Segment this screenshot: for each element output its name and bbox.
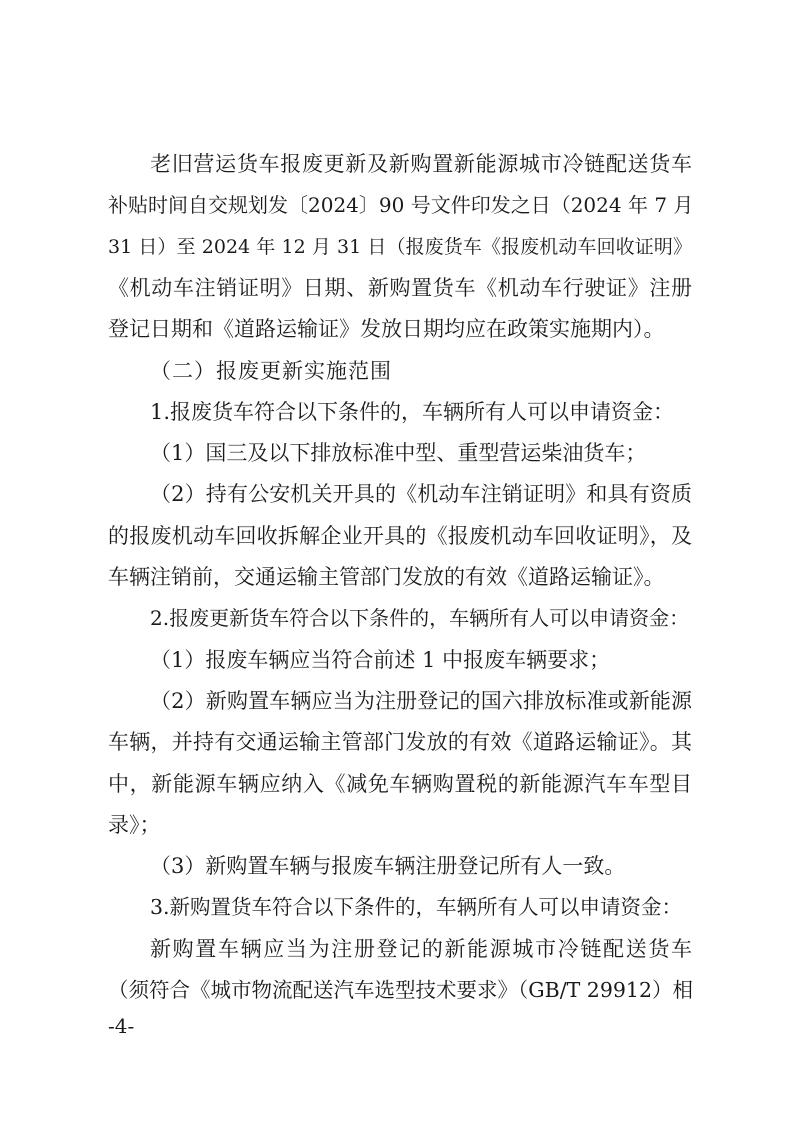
paragraph-line: 《机动车注销证明》日期、新购置货车《机动车行驶证》注册 [108, 276, 692, 300]
paragraph-line: 中，新能源车辆应纳入《减免车辆购置税的新能源汽车车型目 [108, 772, 692, 796]
paragraph-line: 补贴时间自交规划发〔2024〕90 号文件印发之日（2024 年 7 月 [108, 193, 694, 217]
section-heading: （二）报废更新实施范围 [150, 359, 392, 383]
paragraph-line: 车辆注销前，交通运输主管部门发放的有效《道路运输证》。 [108, 565, 665, 589]
paragraph-line: 录》； [108, 813, 161, 837]
paragraph-line: （2）新购置车辆应当为注册登记的国六排放标准或新能源 [150, 689, 692, 713]
paragraph-line: 新购置车辆应当为注册登记的新能源城市冷链配送货车 [150, 937, 692, 961]
paragraph-line: （3）新购置车辆与报废车辆注册登记所有人一致。 [150, 854, 626, 878]
paragraph-line: 3.新购置货车符合以下条件的，车辆所有人可以申请资金： [150, 895, 683, 919]
paragraph-line: 登记日期和《道路运输证》发放日期均应在政策实施期内）。 [108, 317, 665, 341]
paragraph-line: （1）国三及以下排放标准中型、重型营运柴油货车； [150, 441, 647, 465]
paragraph-line: 2.报废更新货车符合以下条件的，车辆所有人可以申请资金： [150, 606, 690, 630]
paragraph-line: 31 日）至 2024 年 12 月 31 日（报废货车《报废机动车回收证明》 [108, 236, 692, 258]
paragraph-line: （须符合《城市物流配送汽车选型技术要求》（GB/T 29912）相 [108, 978, 693, 1002]
page-number: -4- [108, 1014, 135, 1038]
paragraph-line: 车辆，并持有交通运输主管部门发放的有效《道路运输证》。其 [108, 730, 692, 754]
paragraph-line: 老旧营运货车报废更新及新购置新能源城市冷链配送货车 [150, 152, 692, 176]
paragraph-line: 1.报废货车符合以下条件的，车辆所有人可以申请资金： [150, 400, 675, 424]
paragraph-line: （1）报废车辆应当符合前述 1 中报废车辆要求； [150, 648, 611, 672]
paragraph-line: 的报废机动车回收拆解企业开具的《报废机动车回收证明》，及 [108, 524, 692, 548]
paragraph-line: （2）持有公安机关开具的《机动车注销证明》和具有资质 [150, 482, 692, 506]
